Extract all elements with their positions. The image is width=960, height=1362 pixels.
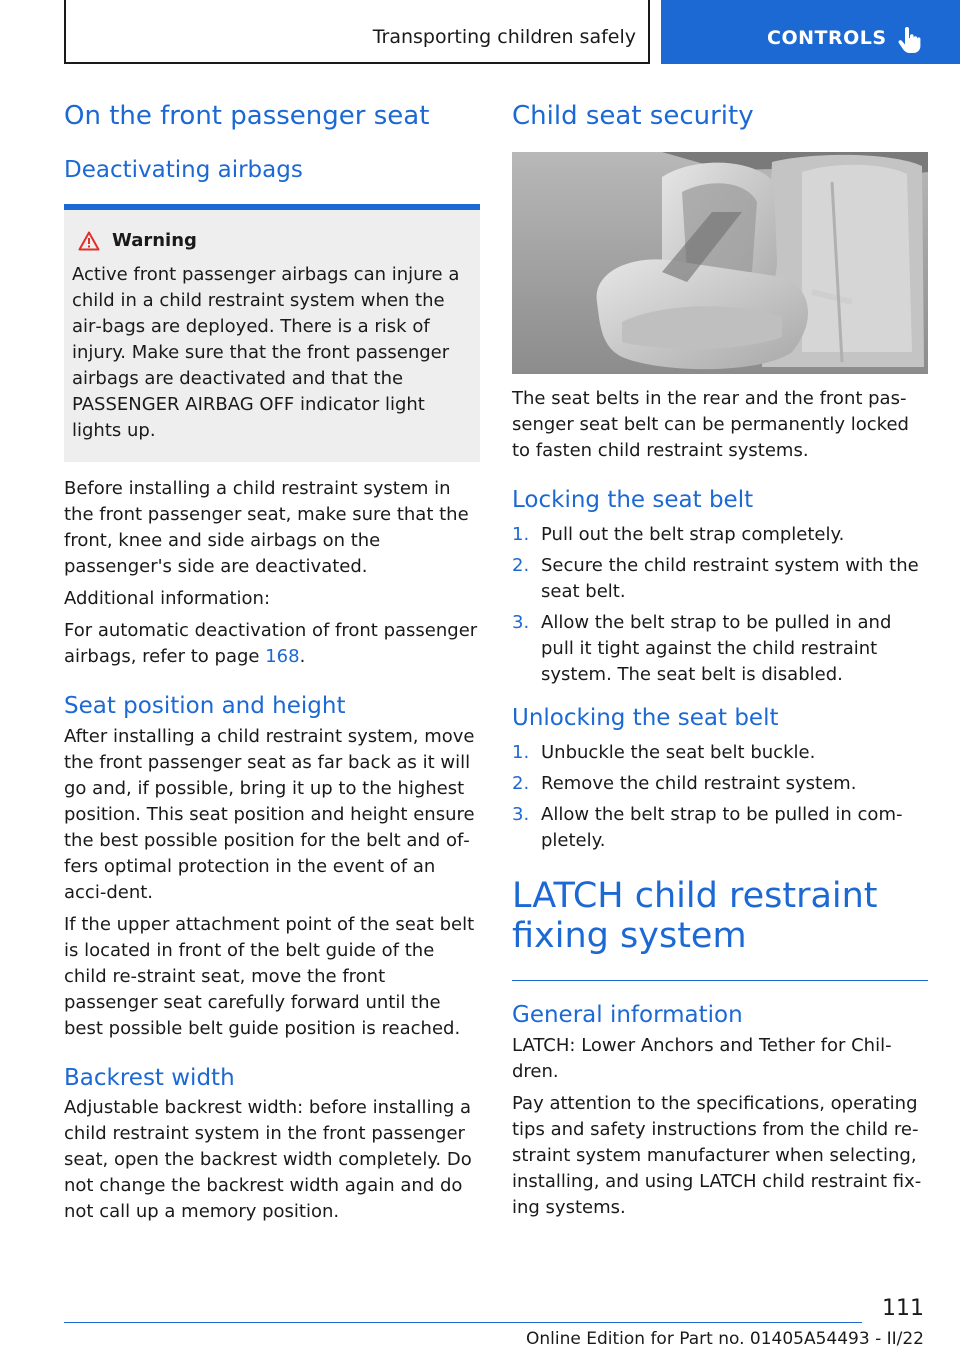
list-item (512, 771, 928, 797)
chapter-title: CONTROLS (767, 27, 887, 49)
step-number: 2. (512, 772, 530, 794)
automatic-deactivation-text: For automatic deactivation of front passenger airbags, refer to page (64, 619, 478, 667)
heading-general-information: General information (512, 1002, 743, 1029)
unlocking-steps-list (512, 740, 928, 854)
paragraph-seat-position: After installing a child restraint system, move the front passenger seat as far back as it will go and, if possible, bring it up to the highest position. This seat position and height ensure the best possible position for the belt and of‐fers optimal protection in the event of an acci‐dent. (64, 725, 475, 903)
warning-triangle-icon (78, 231, 100, 251)
paragraph-seat-belts-locked: The seat belts in the rear and the front pas‐senger seat belt can be permanently locked to fasten child restraint systems. (512, 387, 909, 461)
locking-steps-list (512, 522, 928, 688)
step-text: Secure the child restraint system with the seat belt. (541, 554, 919, 602)
list-item (512, 553, 928, 605)
paragraph-backrest-width: Adjustable backrest width: before installing a child restraint system in the front passenger seat, open the backrest width completely. Do not change the backrest width again and do not call up a memory position. (64, 1097, 472, 1223)
heading-backrest-width: Backrest width (64, 1064, 235, 1091)
heading-child-seat-security: Child seat security (512, 101, 754, 131)
paragraph-latch-definition: LATCH: Lower Anchors and Tether for Chil‐dren. (512, 1034, 892, 1082)
heading-latch-system: LATCH child restraint fixing system (512, 875, 878, 956)
step-text: Allow the belt strap to be pulled in and pull it tight against the child restraint system. The seat belt is disabled. (541, 611, 892, 685)
page-link-168[interactable]: 168 (265, 645, 300, 667)
heading-locking-seat-belt: Locking the seat belt (512, 486, 754, 513)
heading-unlocking-seat-belt: Unlocking the seat belt (512, 704, 779, 731)
header-chapter-tab[interactable] (661, 0, 960, 64)
heading-seat-position: Seat position and height (64, 692, 346, 719)
step-text: Allow the belt strap to be pulled in com‐pletely. (541, 803, 903, 851)
right-column (512, 96, 928, 1221)
step-number: 1. (512, 741, 530, 763)
step-number: 1. (512, 523, 530, 545)
step-number: 3. (512, 611, 530, 633)
section-rule (512, 980, 928, 981)
step-text: Unbuckle the seat belt buckle. (541, 741, 816, 763)
paragraph-pay-attention: Pay attention to the specifications, operating tips and safety instructions from the child re‐straint system manufacturer when selecting, installing, and using LATCH child restraint fix‐ing systems. (512, 1092, 922, 1218)
warning-text: Active front passenger airbags can injure a child in a child restraint system when the air‐bags are deployed. There is a risk of injury. Make sure that the front passenger airbags are deactivated and that the PASSENGER AIRBAG OFF indicator light lights up. (72, 263, 460, 441)
list-item (512, 522, 928, 548)
step-number: 3. (512, 803, 530, 825)
warning-title: Warning (112, 230, 197, 252)
heading-deactivating-airbags: Deactivating airbags (64, 156, 303, 183)
header-section-box (64, 0, 650, 64)
list-item (512, 610, 928, 688)
hand-pointer-icon (897, 26, 921, 54)
child-seat-photo (512, 152, 928, 374)
step-text: Pull out the belt strap completely. (541, 523, 845, 545)
list-item (512, 802, 928, 854)
paragraph-before-installing: Before installing a child restraint system in the front passenger seat, make sure that the front, knee and side airbags on the passenger's side are deactivated. (64, 477, 469, 577)
left-column (64, 96, 480, 1225)
automatic-deactivation-end: . (299, 645, 306, 667)
paragraph-automatic-deactivation (64, 618, 480, 670)
footer-edition: Online Edition for Part no. 01405A54493 - II/22 (525, 1329, 924, 1349)
heading-front-passenger-seat: On the front passenger seat (64, 101, 430, 131)
list-item (512, 740, 928, 766)
warning-header (72, 228, 472, 254)
paragraph-additional-info: Additional information: (64, 587, 271, 609)
page-number: 111 (882, 1296, 924, 1321)
warning-box (64, 204, 480, 462)
paragraph-upper-attachment: If the upper attachment point of the seat belt is located in front of the belt guide of the child re‐straint seat, move the front passenger seat carefully forward until the best possible belt guide position is reached. (64, 913, 475, 1039)
footer-rule (64, 1322, 862, 1323)
section-title: Transporting children safely (372, 26, 636, 48)
step-number: 2. (512, 554, 530, 576)
step-text: Remove the child restraint system. (541, 772, 857, 794)
